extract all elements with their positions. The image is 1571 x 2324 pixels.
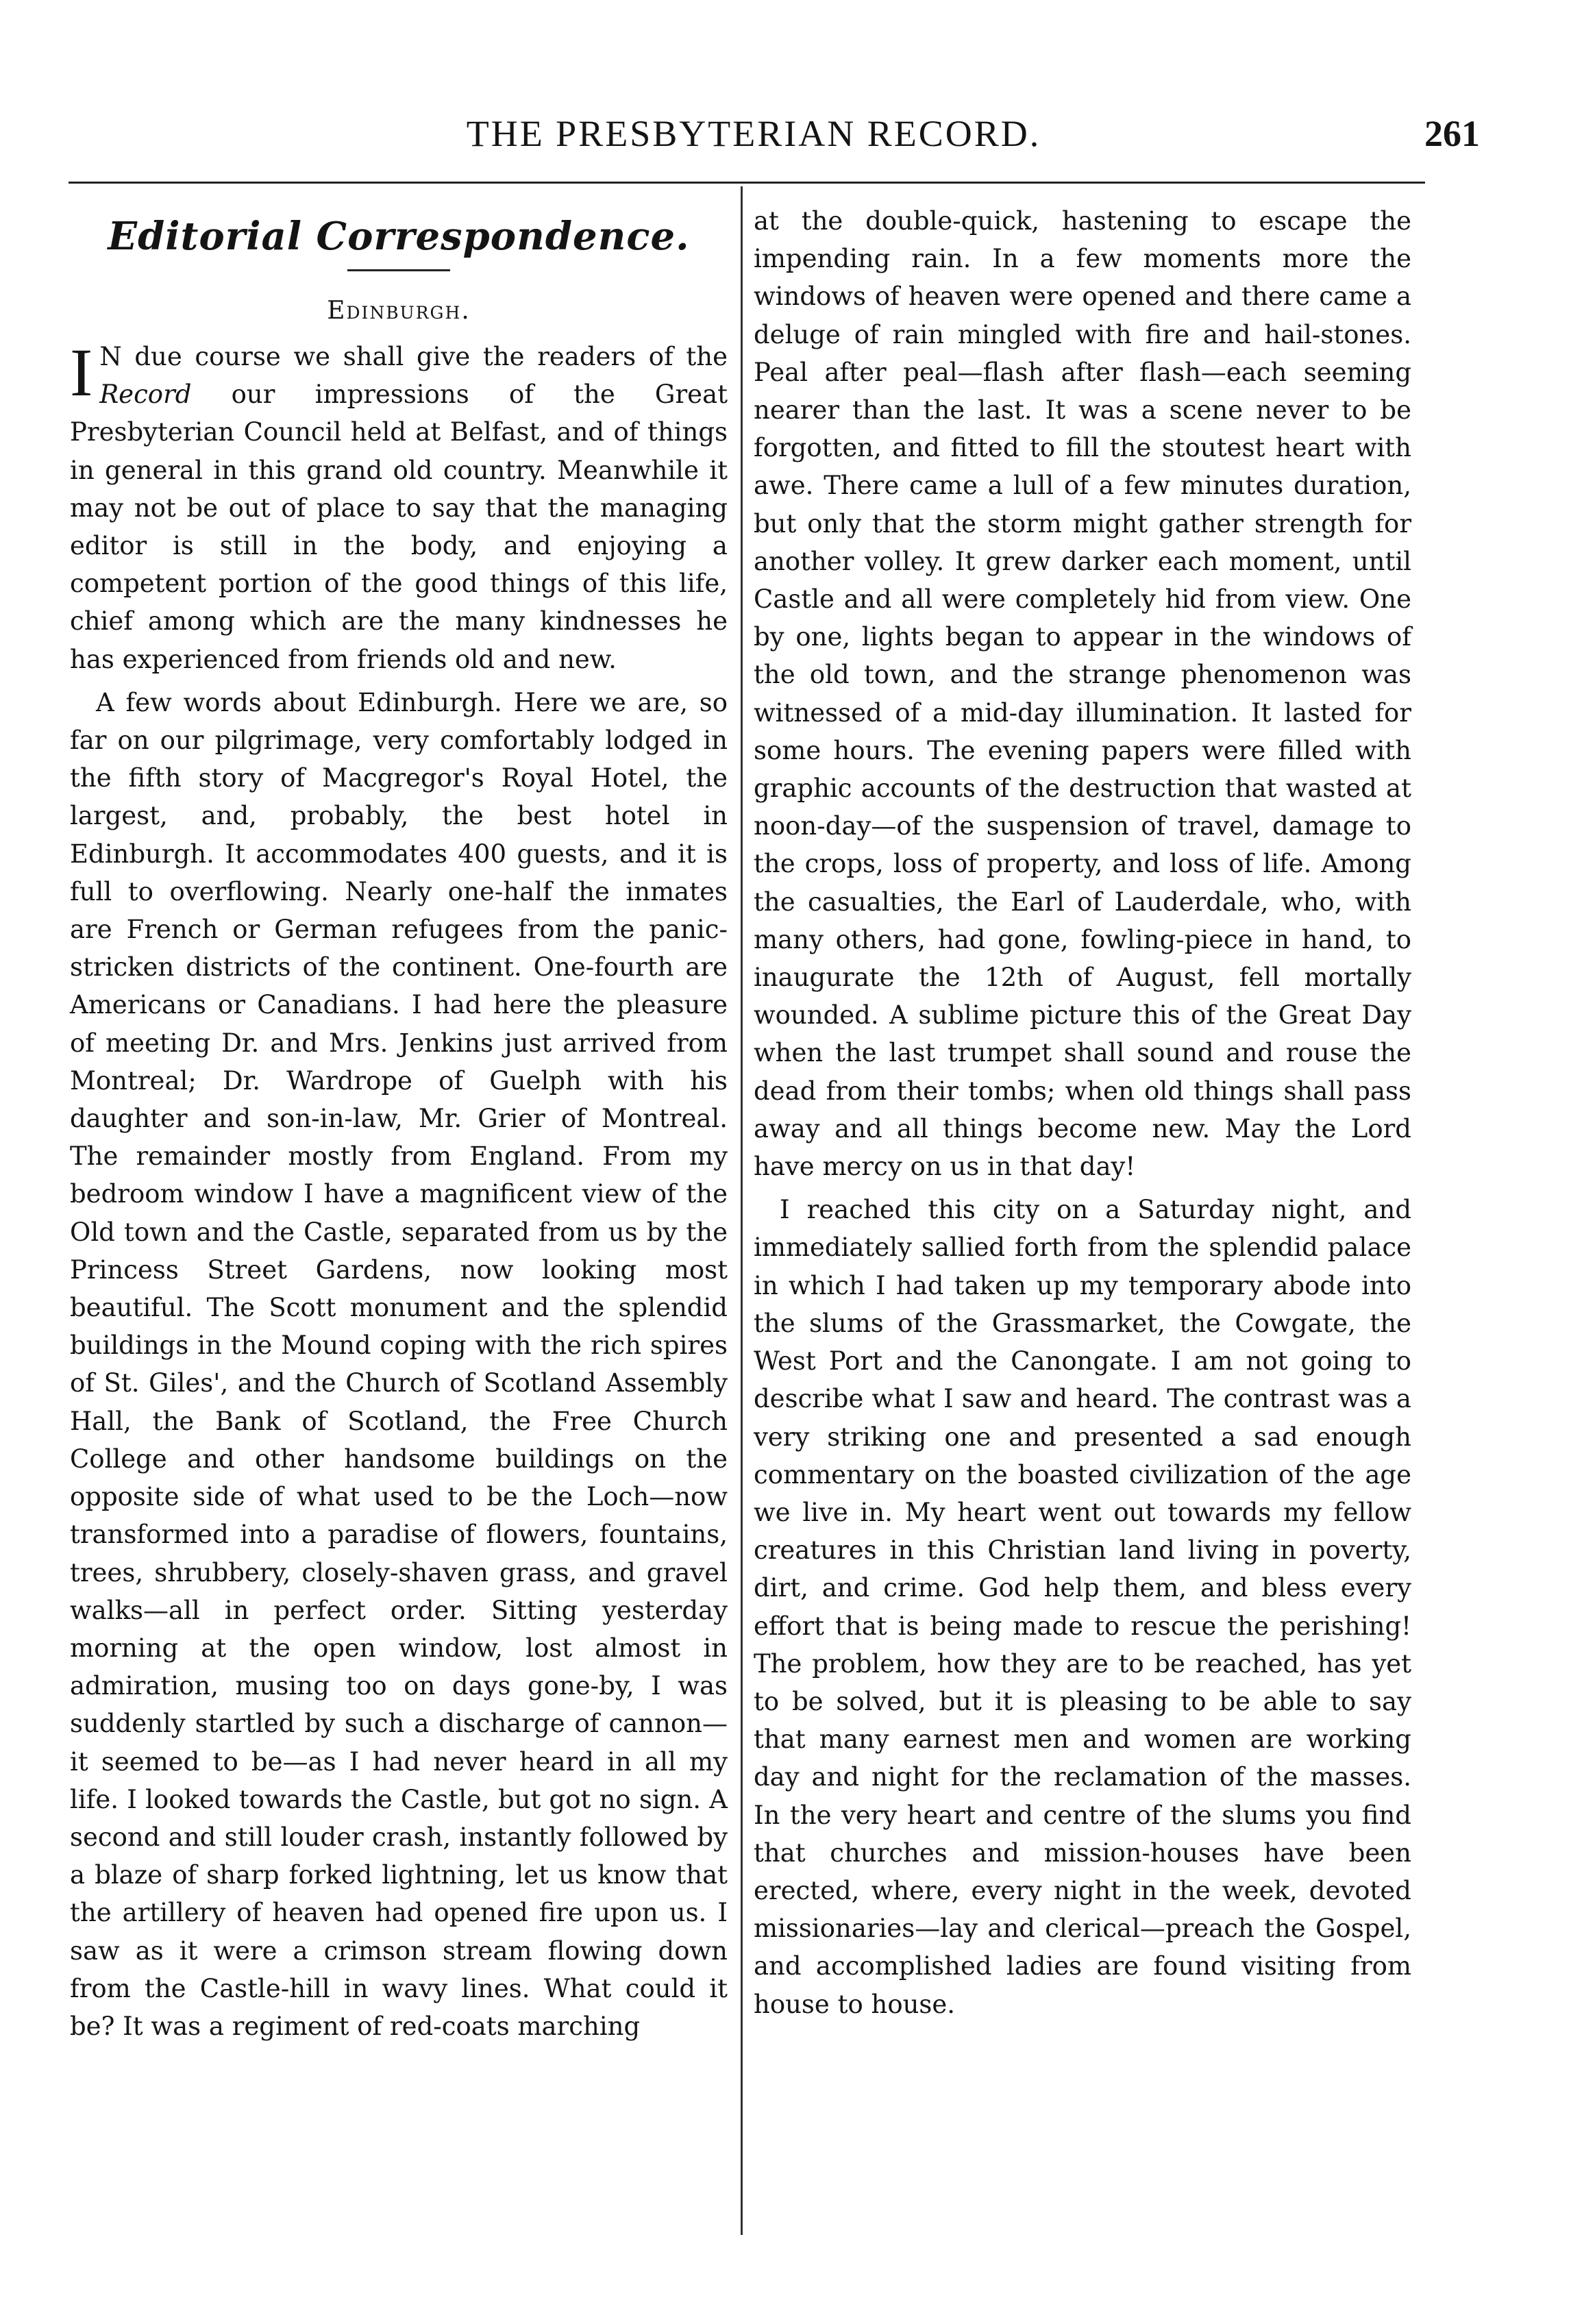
running-title: THE PRESBYTERIAN RECORD. [466, 113, 1041, 154]
header-rule [69, 182, 1425, 184]
drop-cap: I [70, 334, 93, 410]
column-divider [741, 186, 743, 2235]
dateline: Edinburgh. [327, 297, 471, 325]
page-number: 261 [1424, 113, 1480, 154]
intro-text-start: N due course we shall give the readers of the [99, 342, 728, 371]
article-heading: Editorial Correspondence. [108, 214, 690, 259]
right-column [754, 202, 1411, 2029]
intro-text-end: our impressions of the Great Presbyterian Council held at Belfast, and of things in general in this grand old country. Meanwhile it may not be out of place to say that the managing editor is still in the body, and enjoying a competent portion of the good things of this life, chief among which are the many kindnesses he has experienced from friends old and new. [70, 380, 728, 674]
intro-italic-record: Record [99, 380, 192, 410]
left-column [70, 202, 728, 2051]
paragraph-storm-continued: at the double-quick, hastening to escape the impending rain. In a few moments more the windows of heaven were opened and there came a deluge of rain mingled with fire and hail-stones. Peal after peal—flash after flash—each seeming nearer than the last. It was a scene never to be forgotten, and fitted to fill the stoutest heart with awe. There came a lull of a few minutes duration, but only that the storm might gather strength for another volley. It grew darker each moment, until Castle and all were completely hid from view. One by one, lights began to appear in the windows of the old town, and the strange phenomenon was witnessed of a mid-day illumination. It lasted for some hours. The evening papers were filled with graphic accounts of the destruction that wasted at noon-day—of the suspension of travel, damage to the crops, loss of property, and loss of life. Among the casualties, the Earl of Lauderdale, who, with many others, had gone, fowling-piece in hand, to inaugurate the 12th of August, fell mortally wounded. A sublime picture this of the Great Day when the last trumpet shall sound and rouse the dead from their tombs; when old things shall pass away and all things become new. May the Lord have mercy on us in that day! [754, 206, 1411, 1182]
running-head [69, 110, 1480, 158]
paragraph-slums: I reached this city on a Saturday night, and immediately sallied forth from the splendid palace in which I had taken up my temporary abode into the slums of the Grassmarket, the Cowgate, the West Port and the Canongate. I am not going to describe what I saw and heard. The contrast was a very striking one and presented a sad enough commentary on the boasted civilization of the age we live in. My heart went out towards my fellow creatures in this Christian land living in poverty, dirt, and crime. God help them, and bless every effort that is being made to rescue the perishing! The problem, how they are to be reached, has yet to be solved, but it is pleasing to be able to say that many earnest men and women are working day and night for the reclamation of the masses. In the very heart and centre of the slums you find that churches and mission-houses have been erected, where, every night in the week, devoted missionaries—lay and clerical—preach the Gospel, and accomplished ladies are found visiting from house to house. [754, 1195, 1411, 2019]
paragraph-intro [70, 334, 728, 678]
paragraph-edinburgh: A few words about Edinburgh. Here we are, so far on our pilgrimage, very comfortably lodged in the fifth story of Macgregor's Royal Hotel, the largest, and, probably, the best hotel in Edinburgh. It accommodates 400 guests, and it is full to overflowing. Nearly one-half the inmates are French or German refugees from the panic-stricken districts of the continent. One-fourth are Americans or Canadians. I had here the pleasure of meeting Dr. and Mrs. Jenkins just arrived from Montreal; Dr. Wardrope of Guelph with his daughter and son-in-law, Mr. Grier of Montreal. The remainder mostly from England. From my bedroom window I have a magnificent view of the Old town and the Castle, separated from us by the Princess Street Gardens, now looking most beautiful. The Scott monument and the splendid buildings in the Mound coping with the rich spires of St. Giles', and the Church of Scotland Assembly Hall, the Bank of Scotland, the Free Church College and other handsome buildings on the opposite side of what used to be the Loch—now transformed into a paradise of flowers, fountains, trees, shrubbery, closely-shaven grass, and gravel walks—all in perfect order. Sitting yesterday morning at the open window, lost almost in admiration, musing too on days gone-by, I was suddenly startled by such a discharge of cannon—it seemed to be—as I had never heard in all my life. I looked towards the Castle, but got no sign. A second and still louder crash, instantly followed by a blaze of sharp forked lightning, let us know that the artillery of heaven had opened fire upon us. I saw as it were a crimson stream flowing down from the Castle-hill in wavy lines. What could it be? It was a regiment of red-coats marching [70, 687, 728, 2041]
heading-rule [347, 269, 450, 271]
